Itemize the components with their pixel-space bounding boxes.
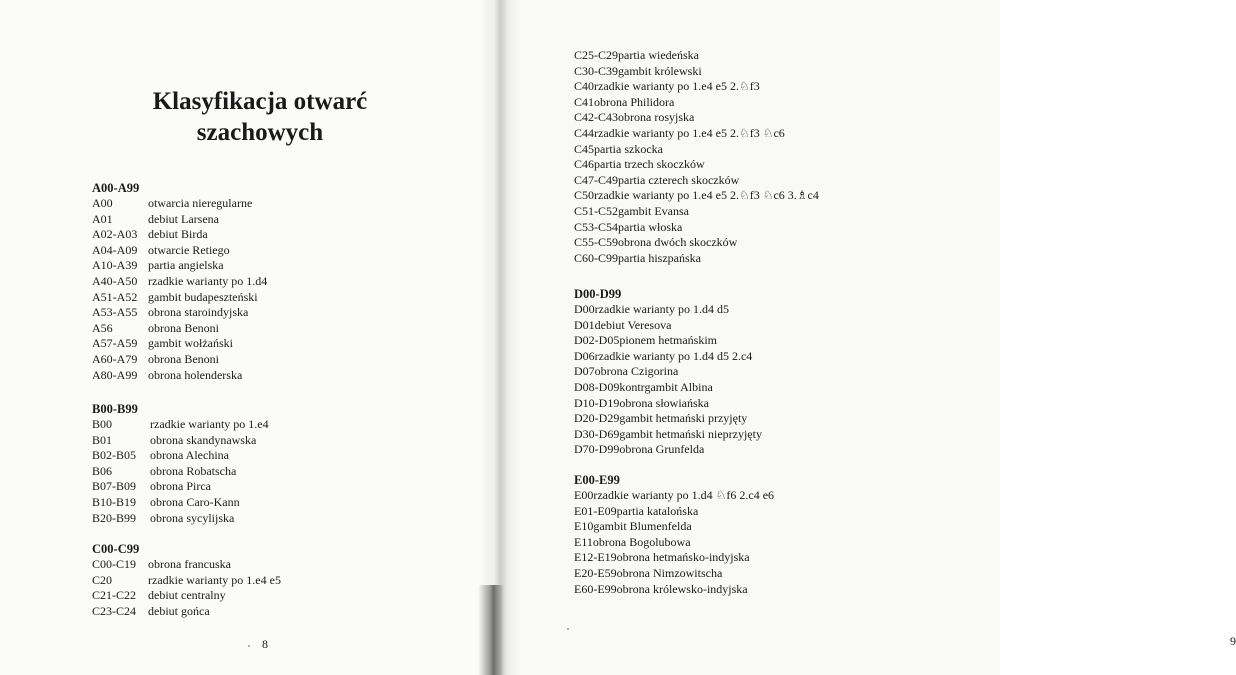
book-gutter-shadow [480, 0, 520, 675]
eco-code: D06 [574, 348, 595, 363]
opening-row [574, 220, 819, 236]
opening-name: gambit hetmański nieprzyjęty [619, 426, 762, 441]
opening-name: obrona skandynawska [150, 432, 257, 447]
opening-name: rzadkie warianty po 1.e4 e5 [148, 572, 281, 587]
opening-row [574, 504, 774, 520]
eco-code: A60-A79 [92, 351, 138, 366]
eco-code: D01 [574, 317, 595, 332]
opening-row [574, 251, 819, 267]
opening-name: gambit Blumenfelda [593, 519, 692, 534]
section-a [92, 180, 267, 383]
left-page [0, 0, 495, 675]
eco-code: E20-E59 [574, 565, 617, 580]
opening-row [92, 305, 267, 321]
opening-name: obrona Bogolubowa [592, 534, 691, 549]
eco-code: D07 [574, 364, 595, 379]
opening-row [574, 302, 762, 318]
eco-code: B10-B19 [92, 494, 137, 509]
opening-row [92, 573, 281, 589]
eco-code: C41 [574, 94, 595, 109]
opening-row [574, 64, 819, 80]
opening-list [92, 196, 267, 383]
opening-name: obrona Robatscha [150, 463, 237, 478]
page-number: 9 [1230, 634, 1236, 648]
opening-name: partia trzech skoczków [594, 157, 705, 172]
section-b [92, 401, 269, 526]
opening-row [92, 604, 281, 620]
section-d [574, 286, 762, 458]
eco-code: B20-B99 [92, 510, 137, 525]
scan-speck [567, 628, 569, 630]
opening-row [92, 336, 267, 352]
page-title [125, 86, 395, 148]
opening-row [92, 290, 267, 306]
opening-list [574, 48, 819, 266]
opening-row [92, 196, 267, 212]
opening-row [574, 582, 774, 598]
opening-name: obrona staroindyjska [148, 305, 249, 320]
opening-name: debiut Larsena [148, 211, 219, 226]
opening-row [574, 95, 819, 111]
opening-row [574, 126, 819, 142]
opening-row [574, 333, 762, 349]
opening-row [574, 204, 819, 220]
opening-name: debiut Veresova [594, 317, 672, 332]
opening-name: debiut centralny [148, 588, 226, 603]
section-heading: A00-A99 [92, 181, 140, 195]
opening-row [92, 258, 267, 274]
eco-code: A51-A52 [92, 289, 138, 304]
book-spine-shadow [478, 585, 504, 675]
opening-row [92, 588, 281, 604]
opening-row [92, 321, 267, 337]
opening-row [574, 110, 819, 126]
eco-code: C40 [574, 79, 595, 94]
eco-code: A53-A55 [92, 305, 138, 320]
opening-row [574, 550, 774, 566]
opening-name: debiut Birda [148, 227, 208, 242]
eco-code: E60-E99 [574, 581, 617, 596]
title-line-1: Klasyfikacja otwarć [152, 88, 368, 115]
opening-name: rzadkie warianty po 1.e4 [150, 417, 269, 431]
opening-name: obrona Grunfelda [619, 442, 705, 457]
opening-name: obrona sycylijska [150, 510, 235, 525]
eco-code: A00 [92, 196, 113, 210]
opening-name: obrona Caro-Kann [150, 494, 240, 509]
eco-code: C25-C29 [574, 48, 619, 62]
opening-row [92, 212, 267, 228]
opening-name: otwarcie Retiego [148, 242, 230, 257]
eco-code: C00-C19 [92, 557, 137, 571]
opening-name: obrona Benoni [148, 320, 219, 335]
opening-row [92, 511, 269, 527]
eco-code: C47-C49 [574, 172, 619, 187]
opening-row [574, 411, 762, 427]
opening-name: rzadkie warianty po 1.d4 [148, 273, 268, 288]
eco-code: C60-C99 [574, 250, 619, 265]
eco-code: E00 [574, 488, 594, 502]
eco-code: D00 [574, 302, 595, 316]
opening-name: gambit hetmański przyjęty [619, 411, 748, 426]
opening-row [574, 349, 762, 365]
opening-name: partia katalońska [616, 503, 699, 518]
eco-code: C20 [92, 572, 113, 587]
opening-name: obrona Czigorina [594, 364, 679, 379]
opening-row [92, 368, 267, 384]
eco-code: E01-E09 [574, 503, 617, 518]
eco-code: B01 [92, 432, 113, 447]
eco-code: E10 [574, 519, 594, 534]
eco-code: D70-D99 [574, 442, 620, 457]
opening-name: obrona Pirca [150, 479, 211, 494]
opening-row [92, 557, 281, 573]
eco-code: C42-C43 [574, 110, 619, 125]
eco-code: C46 [574, 157, 595, 172]
opening-row [574, 427, 762, 443]
eco-code: E12-E19 [574, 550, 617, 565]
opening-list [574, 302, 762, 458]
opening-name: partia szkocka [594, 141, 663, 156]
opening-row [574, 396, 762, 412]
opening-name: obrona hetmańsko-indyjska [616, 550, 750, 565]
opening-name: partia hiszpańska [618, 250, 701, 265]
section-heading: E00-E99 [574, 473, 620, 487]
opening-row [92, 243, 267, 259]
opening-row [574, 364, 762, 380]
opening-row [574, 142, 819, 158]
eco-code: D20-D29 [574, 411, 620, 426]
opening-name: gambit Evansa [618, 203, 689, 218]
page-number: 8 [262, 637, 268, 651]
eco-code: B06 [92, 463, 113, 478]
opening-name: gambit wołżański [148, 336, 233, 351]
opening-name: obrona Philidora [594, 94, 675, 109]
opening-name: rzadkie warianty po 1.d4 d5 2.c4 [594, 348, 753, 363]
opening-name: otwarcia nieregularne [148, 196, 253, 210]
opening-name: obrona słowiańska [619, 395, 709, 410]
opening-row [574, 519, 774, 535]
eco-code: A57-A59 [92, 336, 138, 351]
section-c [92, 541, 281, 619]
opening-name: pionem hetmańskim [619, 333, 717, 348]
opening-name: obrona holenderska [148, 367, 243, 382]
opening-name: rzadkie warianty po 1.d4 d5 [594, 302, 729, 316]
eco-code: C45 [574, 141, 595, 156]
opening-row [574, 157, 819, 173]
opening-row [574, 173, 819, 189]
eco-code: B07-B09 [92, 479, 137, 494]
eco-code: A10-A39 [92, 258, 138, 273]
eco-code: A02-A03 [92, 227, 138, 242]
opening-name: obrona dwóch skoczków [618, 235, 738, 250]
opening-row [92, 417, 269, 433]
opening-name: rzadkie warianty po 1.e4 e5 2.♘f3 ♘c6 [594, 125, 785, 140]
eco-code: C44 [574, 125, 595, 140]
opening-name: obrona królewsko-indyjska [616, 581, 748, 596]
opening-name: partia włoska [618, 219, 683, 234]
opening-row [92, 464, 269, 480]
eco-code: A40-A50 [92, 273, 138, 288]
eco-code: D10-D19 [574, 395, 620, 410]
opening-row [92, 433, 269, 449]
opening-name: obrona francuska [148, 557, 231, 571]
opening-row [574, 79, 819, 95]
opening-row [574, 235, 819, 251]
eco-code: B02-B05 [92, 448, 137, 463]
opening-row [574, 566, 774, 582]
opening-name: partia wiedeńska [618, 48, 699, 62]
eco-code: C53-C54 [574, 219, 619, 234]
opening-row [92, 274, 267, 290]
opening-row [574, 442, 762, 458]
opening-row [574, 48, 819, 64]
eco-code: C50 [574, 188, 595, 203]
section-heading: C00-C99 [92, 542, 140, 556]
opening-row [574, 188, 819, 204]
opening-row [92, 227, 267, 243]
eco-code: B00 [92, 417, 113, 431]
eco-code: C30-C39 [574, 63, 619, 78]
opening-list [92, 417, 269, 526]
title-line-2: szachowych [196, 119, 324, 146]
opening-name: obrona rosyjska [618, 110, 695, 125]
opening-name: kontrgambit Albina [619, 379, 713, 394]
opening-name: rzadkie warianty po 1.d4 ♘f6 2.c4 e6 [593, 488, 775, 502]
section-heading: D00-D99 [574, 287, 622, 301]
section-e [574, 472, 774, 597]
opening-row [574, 535, 774, 551]
opening-name: obrona Nimzowitscha [616, 565, 723, 580]
eco-code: D08-D09 [574, 379, 620, 394]
opening-row [92, 479, 269, 495]
opening-name: obrona Benoni [148, 351, 219, 366]
eco-code: A04-A09 [92, 242, 138, 257]
opening-name: rzadkie warianty po 1.e4 e5 2.♘f3 ♘c6 3.♗c4 [594, 188, 819, 203]
eco-code: E11 [574, 534, 593, 549]
opening-name: debiut gońca [148, 603, 210, 618]
opening-row [92, 352, 267, 368]
section-c-continued [574, 48, 819, 266]
opening-row [574, 488, 774, 504]
opening-name: gambit budapeszteński [148, 289, 258, 304]
opening-row [574, 318, 762, 334]
opening-name: rzadkie warianty po 1.e4 e5 2.♘f3 [594, 79, 760, 94]
opening-name: obrona Alechina [150, 448, 229, 463]
opening-row [92, 495, 269, 511]
opening-row [574, 380, 762, 396]
eco-code: A01 [92, 211, 113, 226]
opening-name: partia czterech skoczków [618, 172, 740, 187]
eco-code: A80-A99 [92, 367, 138, 382]
section-heading: B00-B99 [92, 402, 138, 416]
eco-code: D02-D05 [574, 333, 620, 348]
eco-code: D30-D69 [574, 426, 620, 441]
scan-speck [248, 645, 250, 647]
opening-list [92, 557, 281, 619]
opening-list [574, 488, 774, 597]
eco-code: C23-C24 [92, 603, 137, 618]
eco-code: C51-C52 [574, 203, 619, 218]
eco-code: C21-C22 [92, 588, 137, 603]
opening-name: partia angielska [148, 258, 224, 273]
eco-code: A56 [92, 320, 113, 335]
opening-row [92, 448, 269, 464]
opening-name: gambit królewski [618, 63, 702, 78]
eco-code: C55-C59 [574, 235, 619, 250]
